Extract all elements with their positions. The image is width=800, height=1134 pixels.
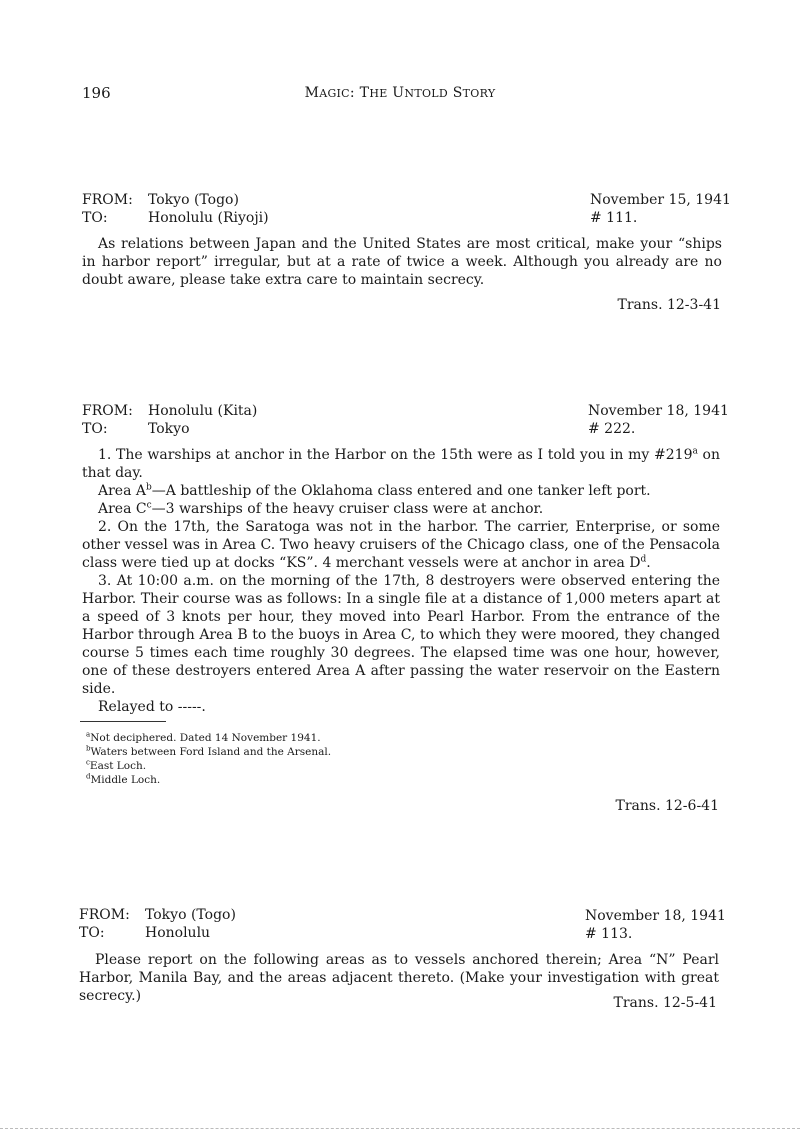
from-value: Tokyo (Togo) (145, 907, 236, 923)
paragraph: 1. The warships at anchor in the Harbor on the 15th were as I told you in my #219$^a$ on that day. (82, 446, 720, 481)
paragraph: 2. On the 17th, the Saratoga was not in the harbor. The carrier, Enterprise, or some other vessel was in Area C. Two heavy cruisers of the Chicago class, one of the Pensacola class were tied up at docks “KS”. 4 merchant vessels were at anchor in area $D^d$. (82, 519, 720, 571)
footnote-rule (80, 721, 166, 722)
from-value: Honolulu (Kita) (148, 403, 258, 419)
to-label: TO: (79, 925, 105, 941)
from-label: FROM: (82, 403, 133, 419)
to-value: Honolulu (145, 925, 211, 941)
message-1-header (82, 191, 269, 227)
from-label: FROM: (79, 907, 130, 923)
paragraph: As relations between Japan and the United States are most critical, make your “ships in harbor report” irregular, but at a rate of twice a week. Although you already are no doubt aware, please take extra care to maintain secrecy. (82, 236, 722, 288)
to-value: Honolulu (Riyoji) (148, 210, 269, 226)
message-2-trans: Trans. 12-6-41 (615, 798, 719, 814)
footnote: $^c$East Loch. (86, 758, 147, 772)
message-1-meta (590, 191, 731, 227)
paragraph: Please report on the following areas as to vessels anchored therein; Area “N” Pearl Harbor, Manila Bay, and the areas adjacent thereto. (Make your investigation with great secrecy.) (79, 952, 719, 1004)
page-number: 196 (82, 84, 111, 102)
footnote: $^a$Not deciphered. Dated 14 November 1941. (86, 730, 321, 744)
message-date: November 15, 1941 (590, 192, 731, 208)
message-date: November 18, 1941 (588, 403, 729, 419)
page-edge-line (0, 1128, 800, 1129)
footnotes (86, 731, 331, 787)
message-number: # 222. (588, 421, 636, 437)
message-3-trans: Trans. 12-5-41 (613, 995, 717, 1011)
to-label: TO: (82, 210, 108, 226)
to-value: Tokyo (148, 421, 190, 437)
message-2-header (82, 402, 257, 438)
message-2-body (82, 446, 720, 716)
message-1-body (82, 235, 722, 289)
message-number: # 111. (590, 210, 638, 226)
message-date: November 18, 1941 (585, 908, 726, 924)
from-label: FROM: (82, 192, 133, 208)
footnote: $^b$Waters between Ford Island and the Arsenal. (86, 744, 332, 758)
message-3-header (79, 906, 236, 942)
paragraph: Relayed to -----. (98, 699, 206, 715)
from-value: Tokyo (Togo) (148, 192, 239, 208)
running-head: MAGIC: THE UNTOLD STORY (304, 85, 496, 101)
to-label: TO: (82, 421, 108, 437)
message-3-meta (585, 907, 726, 943)
paragraph: Area $C^c—3$ warships of the heavy cruiser class were at anchor. (98, 500, 544, 517)
message-number: # 113. (585, 926, 633, 942)
message-1-trans: Trans. 12-3-41 (617, 297, 721, 313)
paragraph: Area $A^b—A$ battleship of the Oklahoma class entered and one tanker left port. (98, 482, 651, 499)
message-2-meta (588, 402, 729, 438)
footnote: $^d$Middle Loch. (86, 772, 161, 786)
paragraph: 3. At 10:00 a.m. on the morning of the 17th, 8 destroyers were observed entering the Harbor. Their course was as follows: In a single file at a distance of 1,000 meters apart at a speed of 3 knots per hour, they moved into Pearl Harbor. From the entrance of the Harbor through Area B to the buoys in Area C, to which they were moored, they changed course 5 times each time roughly 30 degrees. The elapsed time was one hour, however, one of these destroyers entered Area A after passing the water reservoir on the Eastern side. (82, 573, 720, 697)
